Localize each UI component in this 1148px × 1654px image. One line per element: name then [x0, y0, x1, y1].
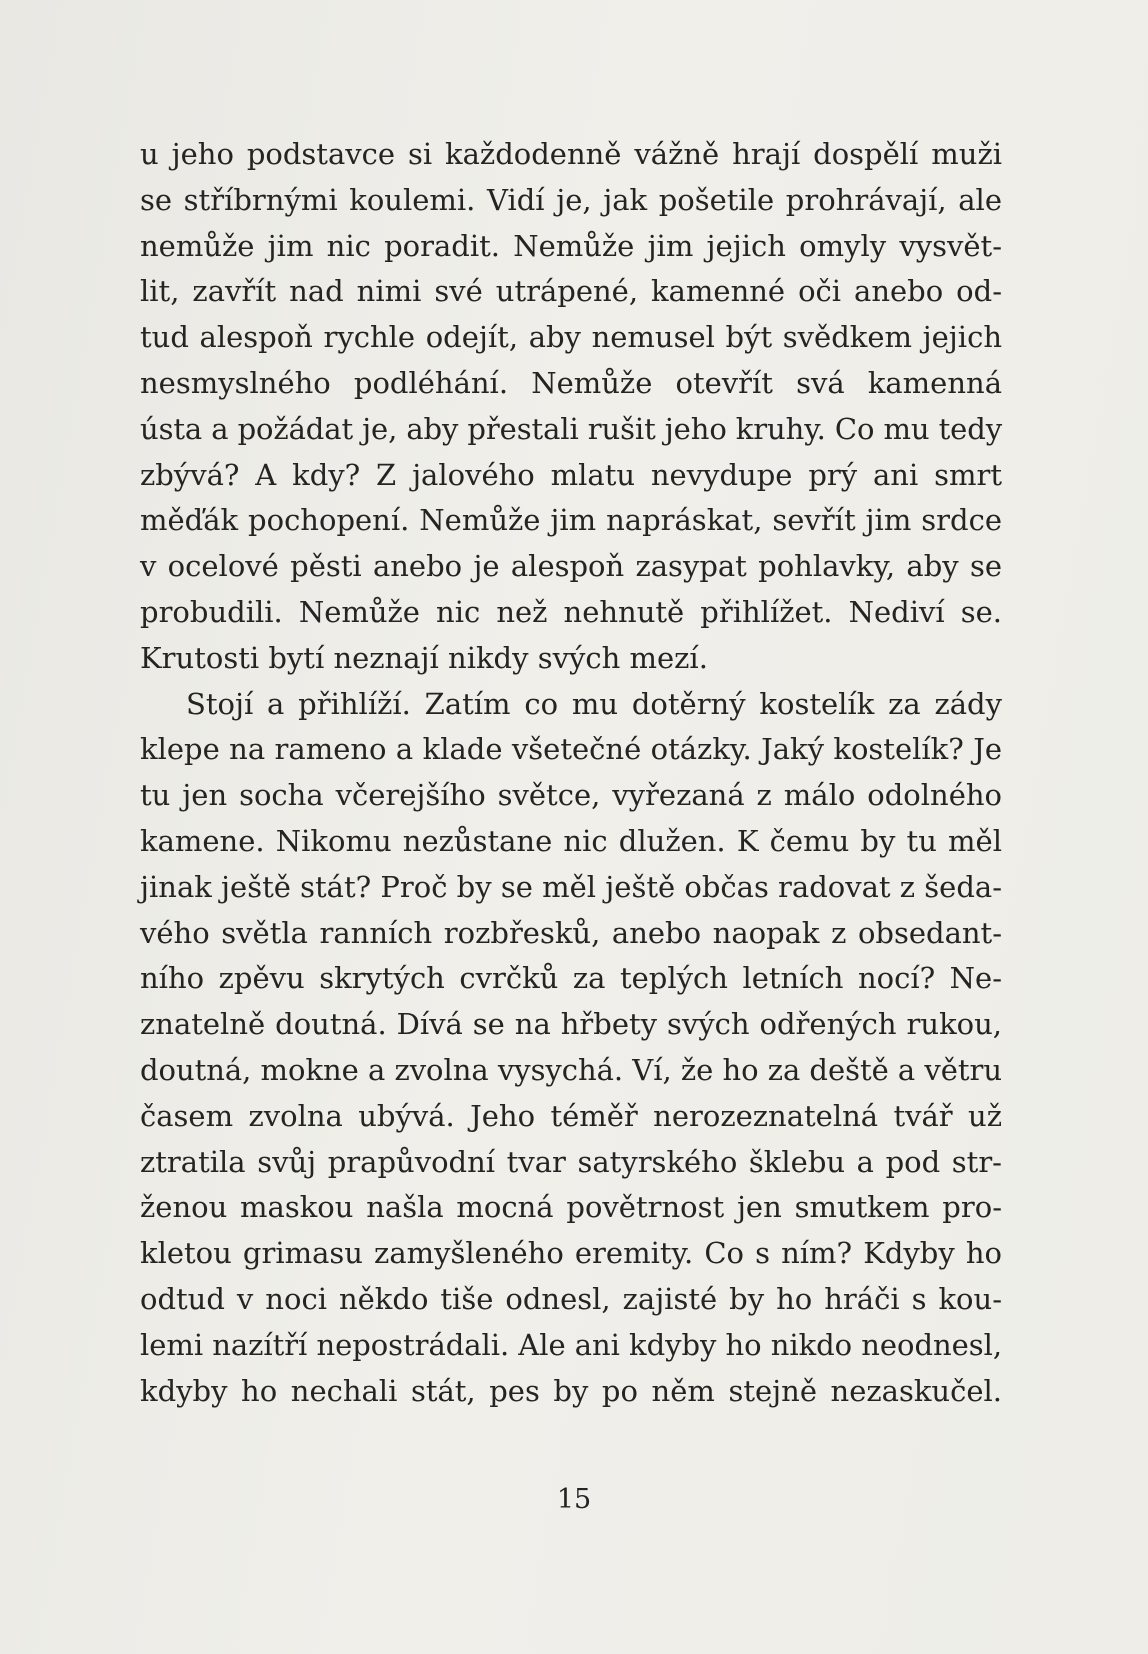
text-line: zbývá? A kdy? Z jalového mlatu nevydupe prý ani smrt [140, 457, 1002, 492]
text-line: lemi nazítří nepostrádali. Ale ani kdyby ho nikdo neodnesl, [140, 1327, 1002, 1362]
text-line: vého světla ranních rozbřesků, anebo naopak z obsedant- [140, 915, 1002, 950]
text-line: nesmyslného podléhání. Nemůže otevřít svá kamenná [140, 365, 1002, 400]
text-line: měďák pochopení. Nemůže jim napráskat, sevřít jim srdce [140, 503, 1002, 538]
text-line: ního zpěvu skrytých cvrčků za teplých letních nocí? Ne- [140, 961, 1002, 996]
text-line: odtud v noci někdo tiše odnesl, zajisté by ho hráči s kou- [140, 1281, 1002, 1316]
text-line: ústa a požádat je, aby přestali rušit jeho kruhy. Co mu tedy [140, 411, 1002, 446]
text-line: kletou grimasu zamyšleného eremity. Co s ním? Kdyby ho [140, 1236, 1002, 1271]
text-line: v ocelové pěsti anebo je alespoň zasypat pohlavky, aby se [140, 549, 1002, 584]
text-line: tud alespoň rychle odejít, aby nemusel být svědkem jejich [140, 320, 1002, 355]
text-line: tu jen socha včerejšího světce, vyřezaná z málo odolného [140, 778, 1002, 813]
text-line: kdyby ho nechali stát, pes by po něm stejně nezaskučel. [140, 1373, 1002, 1408]
text-line: kamene. Nikomu nezůstane nic dlužen. K čemu by tu měl [140, 823, 1002, 858]
text-line: nemůže jim nic poradit. Nemůže jim jejich omyly vysvět- [140, 228, 1002, 263]
paragraph-1 [140, 132, 1002, 682]
text-line: doutná, mokne a zvolna vysychá. Ví, že ho za deště a větru [140, 1052, 1002, 1087]
text-line: ženou maskou našla mocná povětrnost jen smutkem pro- [140, 1190, 1002, 1225]
body-text [140, 132, 1002, 1414]
text-line: ztratila svůj prapůvodní tvar satyrského šklebu a pod str- [140, 1144, 1002, 1179]
text-line: se stříbrnými koulemi. Vidí je, jak pošetile prohrávají, ale [140, 182, 1002, 217]
text-line: klepe na rameno a klade všetečné otázky. Jaký kostelík? Je [140, 732, 1002, 767]
text-line: časem zvolna ubývá. Jeho téměř nerozeznatelná tvář už [140, 1098, 1002, 1133]
text-line: znatelně doutná. Dívá se na hřbety svých odřených rukou, [140, 1007, 1002, 1042]
text-line: jinak ještě stát? Proč by se měl ještě občas radovat z šeda- [140, 869, 1002, 904]
text-line: probudili. Nemůže nic než nehnutě přihlížet. Nediví se. [140, 594, 1002, 629]
page-number: 15 [556, 1484, 592, 1515]
text-line: lit, zavřít nad nimi své utrápené, kamenné oči anebo od- [140, 274, 1002, 309]
text-line: Stojí a přihlíží. Zatím co mu dotěrný kostelík za zády [186, 686, 1002, 721]
text-line: Krutosti bytí neznají nikdy svých mezí. [140, 640, 708, 675]
text-line: u jeho podstavce si každodenně vážně hrají dospělí muži [140, 137, 1002, 171]
paragraph-2 [140, 682, 1002, 1415]
